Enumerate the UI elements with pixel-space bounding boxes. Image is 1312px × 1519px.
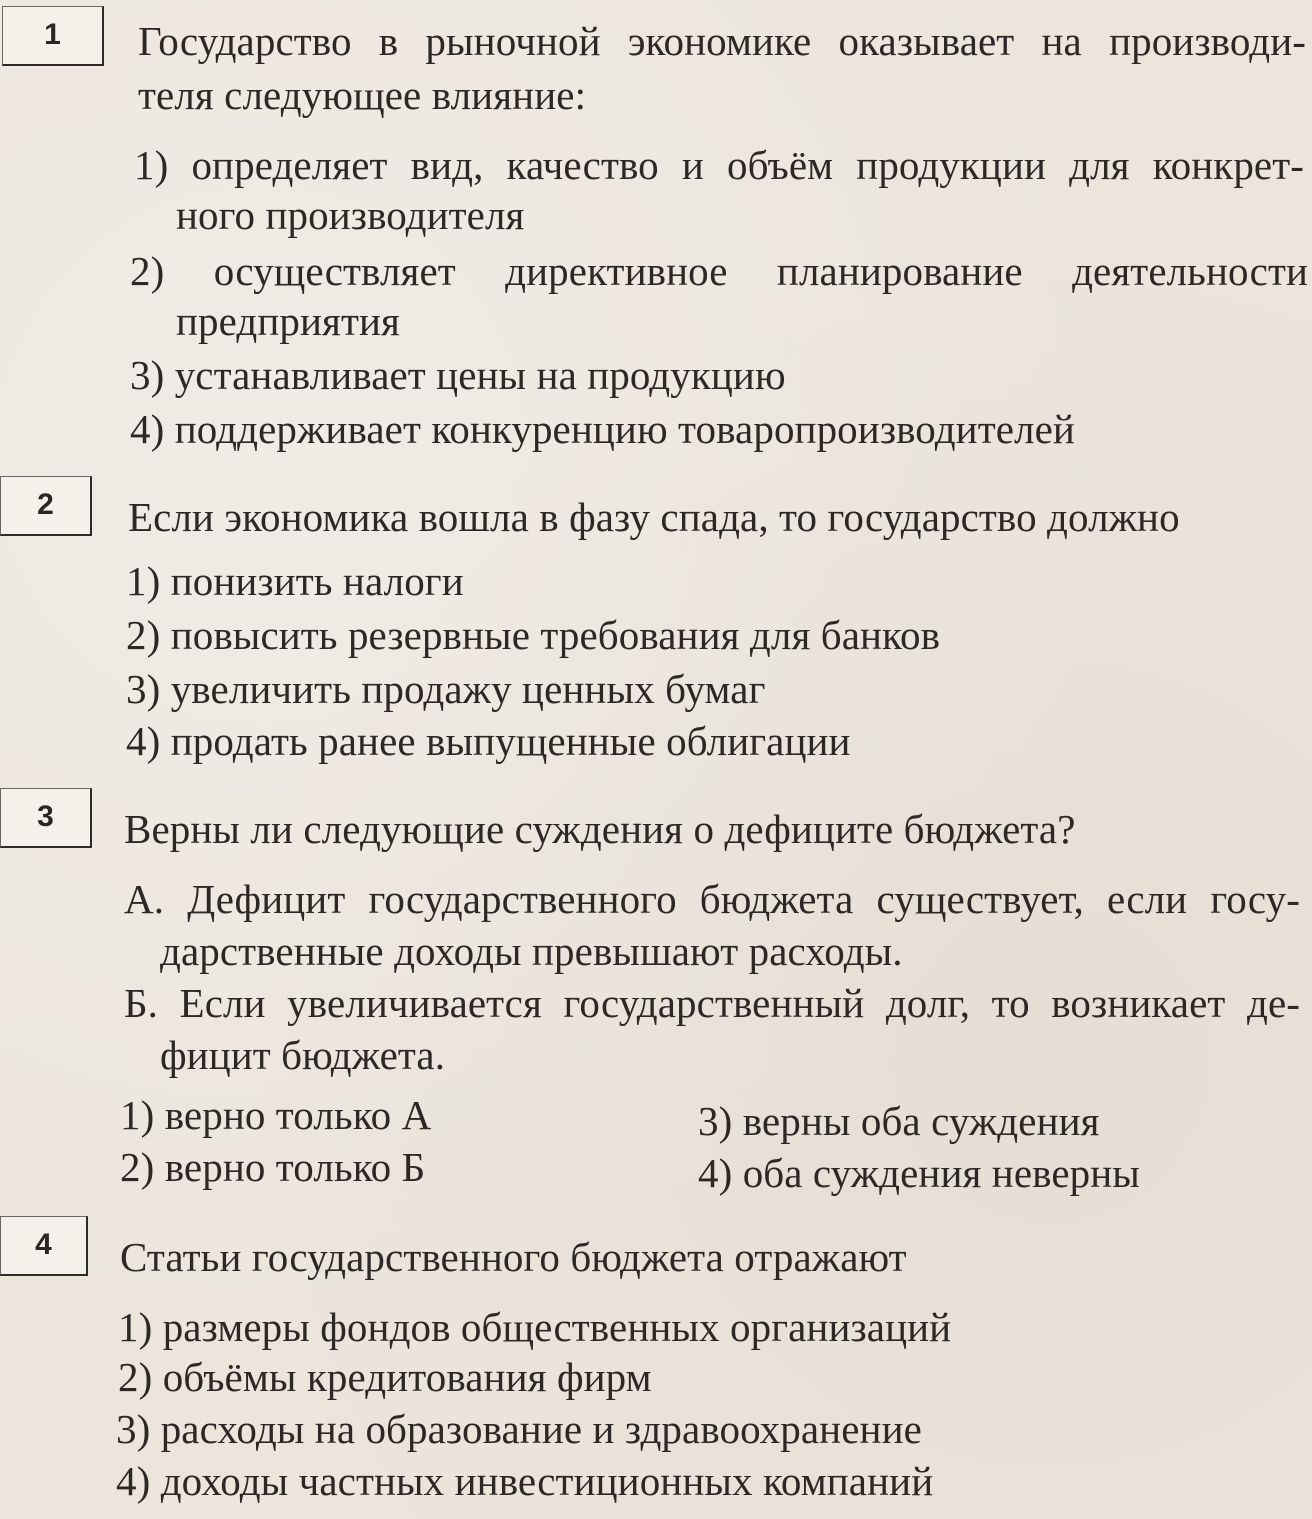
question-2-number-box: 2 xyxy=(0,476,92,536)
question-1-stem-line-1: Государство в рыночной экономике оказывает на производи- xyxy=(138,18,1306,64)
question-3-stem: Верны ли следующие суждения о дефиците бюджета? xyxy=(124,806,1076,852)
question-3-statement-b-line-2: фицит бюджета. xyxy=(160,1032,446,1078)
question-3-option-2: 2) верно только Б xyxy=(120,1144,426,1190)
question-4-option-2: 2) объёмы кредитования фирм xyxy=(118,1354,652,1400)
question-3-statement-b-line-1: Б. Если увеличивается государственный долг, то возникает де- xyxy=(124,980,1300,1026)
question-4-option-3: 3) расходы на образование и здравоохранение xyxy=(116,1406,922,1452)
question-1-option-2-line-1: 2) осуществляет директивное планирование деятельности xyxy=(130,248,1308,294)
question-1-option-1-line-2: ного производителя xyxy=(176,192,525,238)
question-3-option-3: 3) верны оба суждения xyxy=(698,1098,1100,1144)
question-3-statement-a-line-1: А. Дефицит государственного бюджета существует, если госу- xyxy=(124,876,1300,922)
question-3-option-1: 1) верно только А xyxy=(120,1092,432,1138)
question-2-option-1: 1) понизить налоги xyxy=(126,558,464,604)
question-2-option-2: 2) повысить резервные требования для банков xyxy=(126,612,941,658)
question-3-number-box: 3 xyxy=(0,788,92,848)
question-2-option-3: 3) увеличить продажу ценных бумаг xyxy=(126,666,766,712)
question-4-option-1: 1) размеры фондов общественных организаций xyxy=(118,1304,952,1350)
question-1-option-4: 4) поддерживает конкуренцию товаропроизводителей xyxy=(130,406,1075,452)
question-3-option-4: 4) оба суждения неверны xyxy=(698,1150,1140,1196)
question-1-option-2-line-2: предприятия xyxy=(176,298,401,344)
question-4-number-box: 4 xyxy=(0,1216,88,1276)
question-4-stem: Статьи государственного бюджета отражают xyxy=(120,1234,907,1280)
question-4-option-4: 4) доходы частных инвестиционных компаний xyxy=(116,1458,934,1504)
question-1-option-3: 3) устанавливает цены на продукцию xyxy=(130,352,786,398)
question-1-stem-line-2: теля следующее влияние: xyxy=(138,72,587,118)
question-1-number-box: 1 xyxy=(2,6,104,66)
question-1-option-1-line-1: 1) определяет вид, качество и объём продукции для конкрет- xyxy=(134,142,1304,188)
question-2-stem: Если экономика вошла в фазу спада, то государство должно xyxy=(128,494,1180,540)
question-3-statement-a-line-2: дарственные доходы превышают расходы. xyxy=(160,928,903,974)
question-2-option-4: 4) продать ранее выпущенные облигации xyxy=(126,718,851,764)
